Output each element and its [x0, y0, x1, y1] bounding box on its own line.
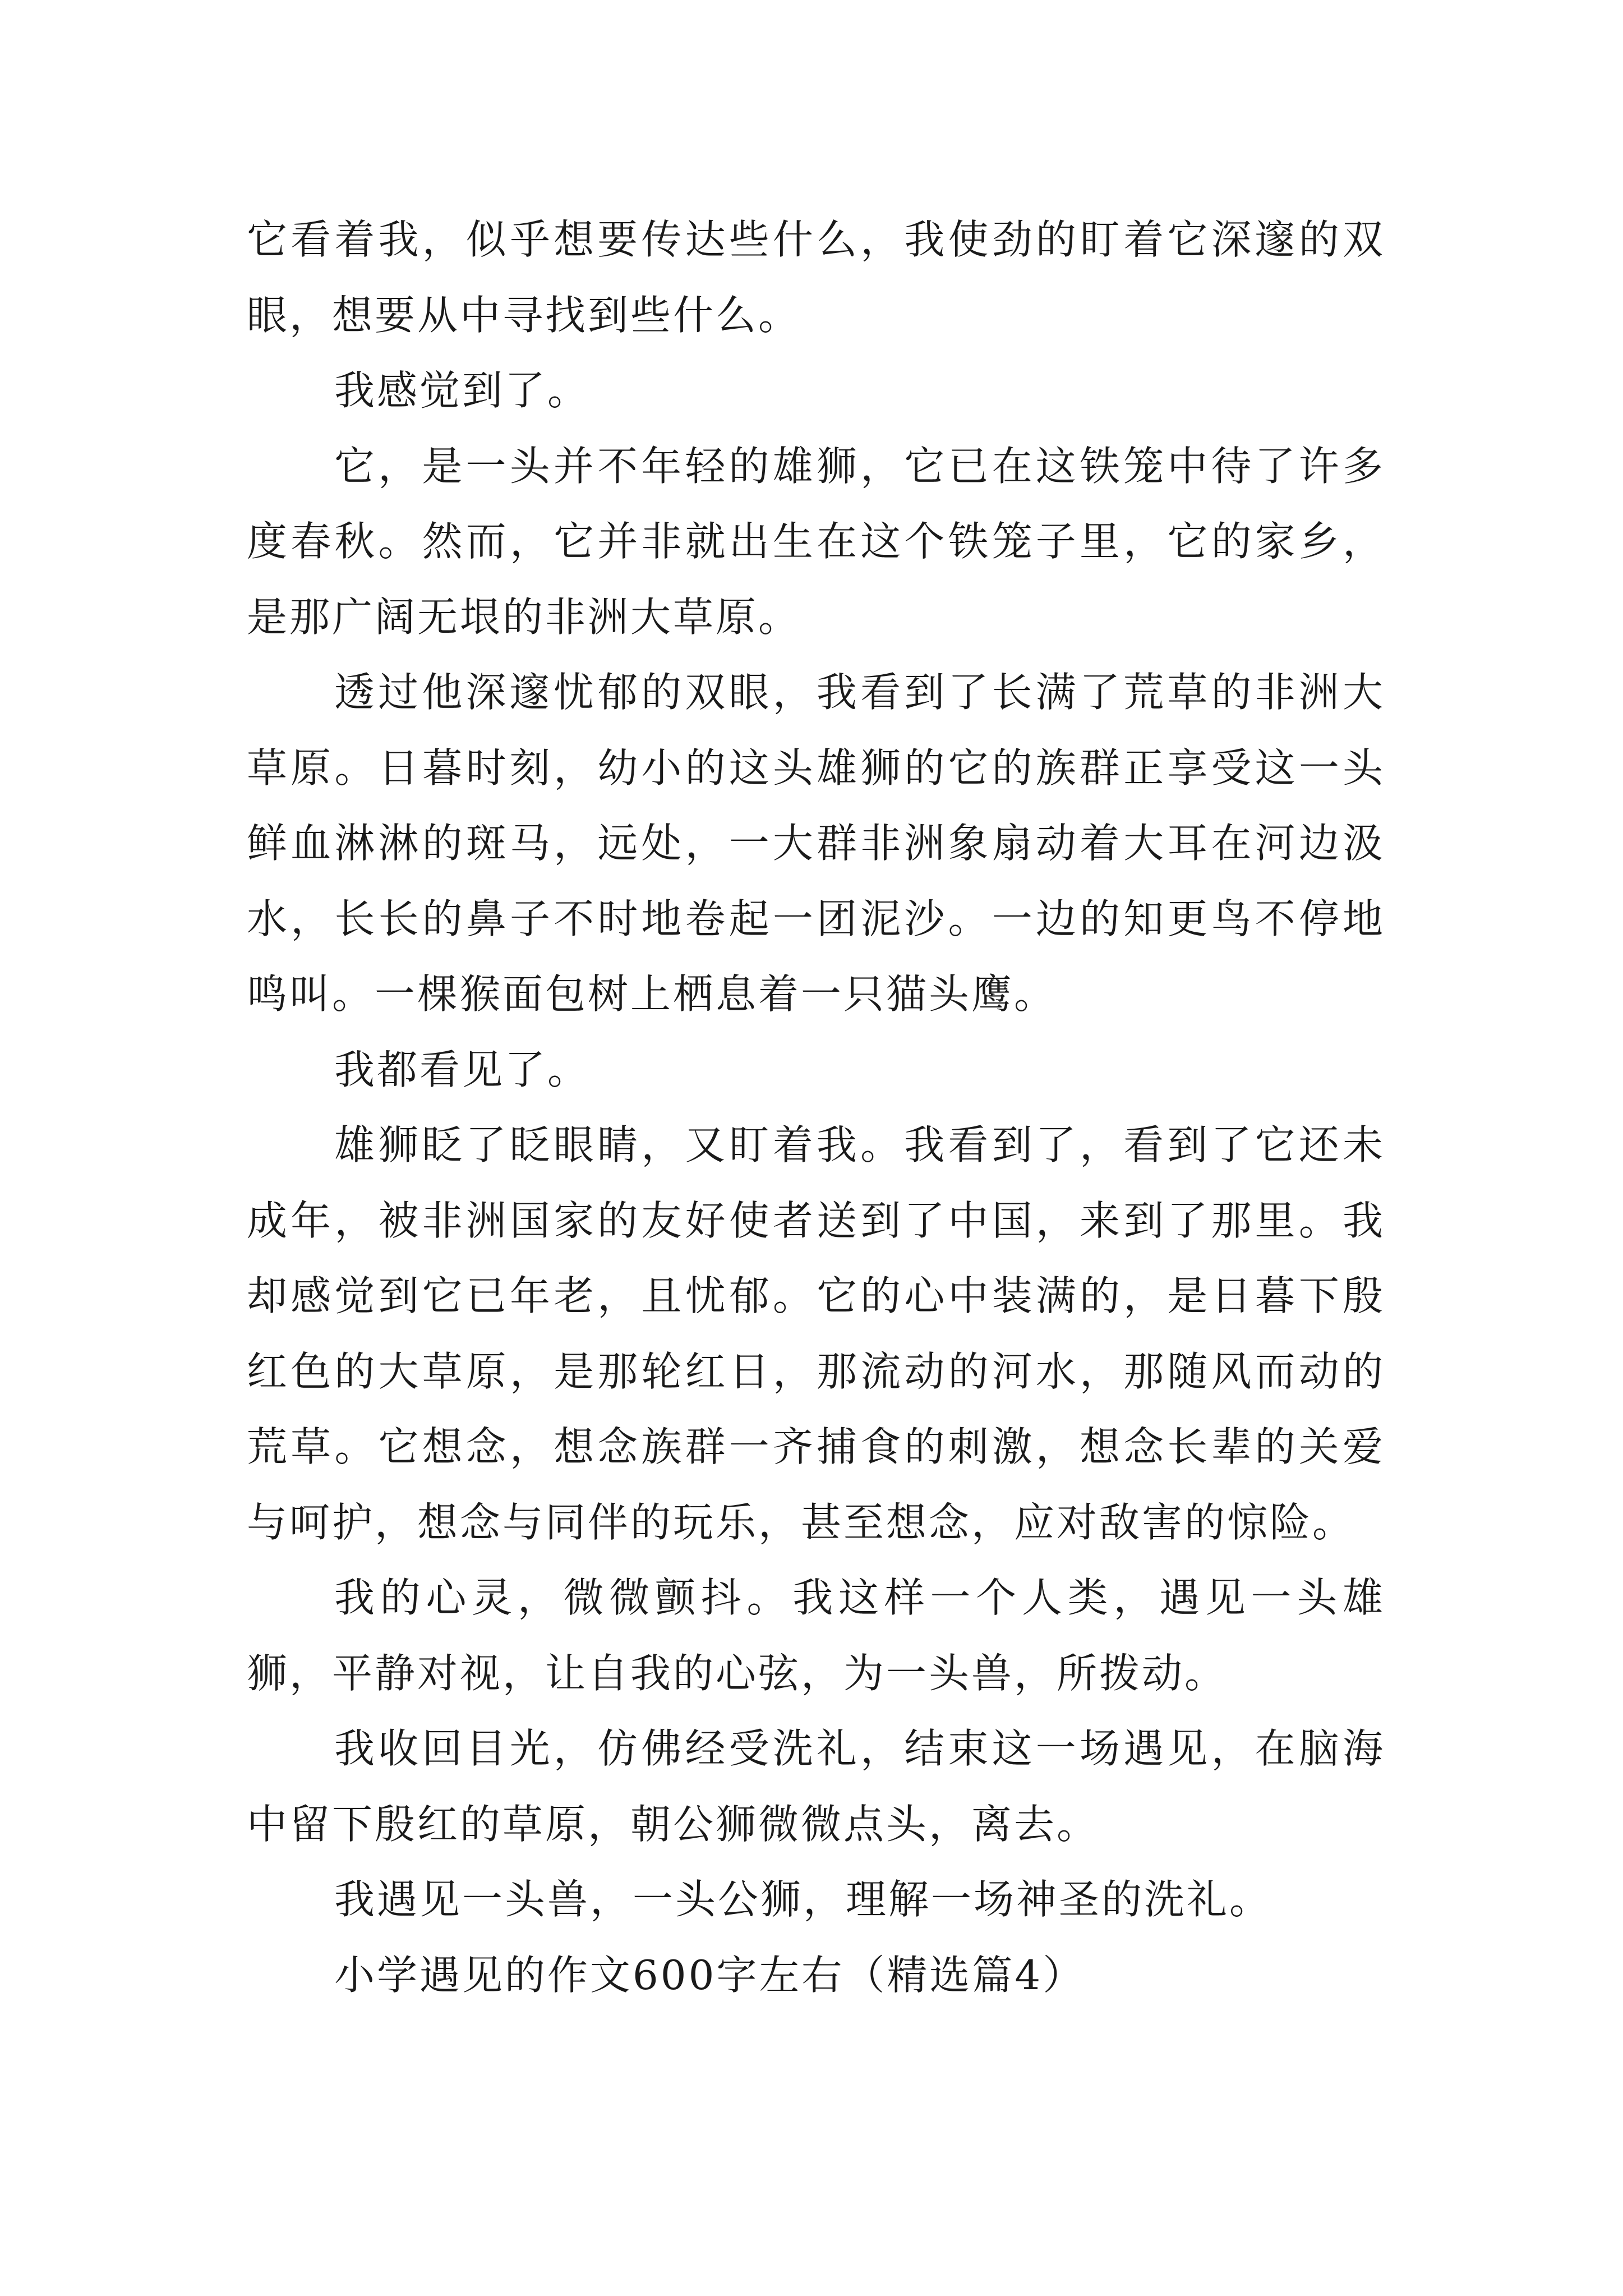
paragraph-5: 我都看见了。 [334, 1046, 591, 1093]
paragraph-6: 雄狮眨了眨眼睛，又盯着我。我看到了，看到了它还未成年，被非洲国家的友好使者送到了中国，来到了那里。我却感觉到它已年老，且忧郁。它的心中装满的，是日暮下殷红色的大草原，是那轮红日，那流动的河水，那随风而动的荒草。它想念，想念族群一齐捕食的刺激，想念长辈的关爱与呵护，想念与同伴的玩乐，甚至想念，应对敌害的惊险。 [247, 1121, 1385, 1546]
paragraph-8: 我收回目光，仿佛经受洗礼，结束这一场遇见，在脑海中留下殷红的草原，朝公狮微微点头，离去。 [247, 1725, 1385, 1848]
paragraph-3: 它，是一头并不年轻的雄狮，它已在这铁笼中待了许多度春秋。然而，它并非就出生在这个铁笼子里，它的家乡，是那广阔无垠的非洲大草原。 [247, 442, 1385, 641]
section-heading: 小学遇见的作文600字左右（精选篇4） [334, 1951, 1086, 1999]
paragraph-7: 我的心灵，微微颤抖。我这样一个人类，遇见一头雄狮，平静对视，让自我的心弦，为一头兽，所拨动。 [247, 1574, 1385, 1697]
paragraph-1: 它看着我，似乎想要传达些什么，我使劲的盯着它深邃的双眼，想要从中寻找到些什么。 [247, 216, 1385, 339]
paragraph-2: 我感觉到了。 [334, 367, 591, 414]
paragraph-4: 透过他深邃忧郁的双眼，我看到了长满了荒草的非洲大草原。日暮时刻，幼小的这头雄狮的它的族群正享受这一头鲜血淋淋的斑马，远处，一大群非洲象扇动着大耳在河边汲水，长长的鼻子不时地卷起一团泥沙。一边的知更鸟不停地鸣叫。一棵猴面包树上栖息着一只猫头鹰。 [247, 669, 1385, 1018]
paragraph-9: 我遇见一头兽，一头公狮，理解一场神圣的洗礼。 [334, 1876, 1272, 1923]
document-body [247, 202, 1385, 2013]
